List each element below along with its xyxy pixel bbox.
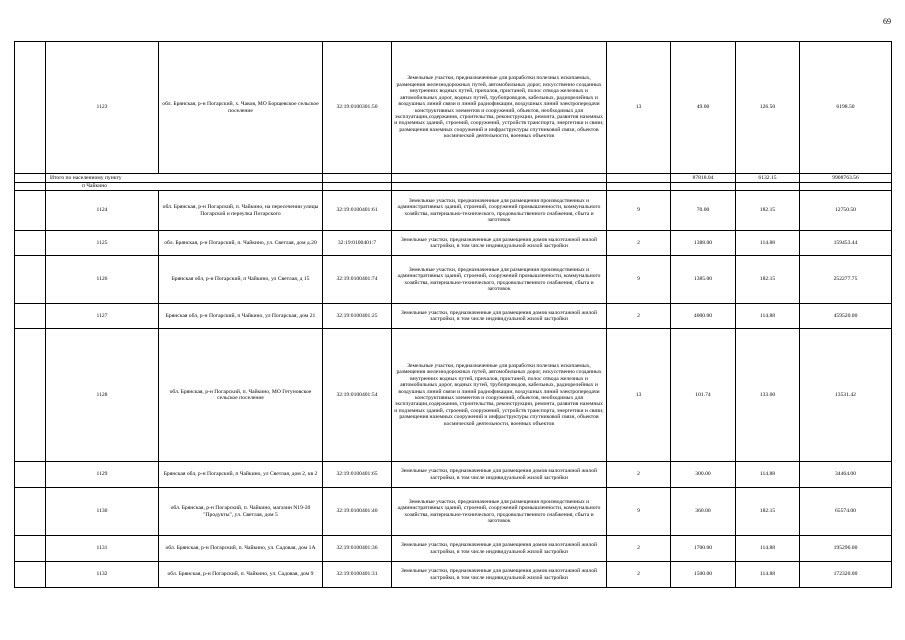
cadastral-number-cell: 32:19:0100401:65 bbox=[323, 462, 392, 488]
area-cell: 1500.00 bbox=[671, 562, 736, 588]
specific-value-cell: 114.88 bbox=[736, 562, 800, 588]
use-code-cell: 9 bbox=[607, 488, 671, 536]
cadastral-value-table bbox=[14, 41, 892, 588]
cadastral-value-cell: 252277.75 bbox=[800, 256, 892, 304]
empty-cell bbox=[323, 174, 392, 183]
area-cell: 1388.00 bbox=[671, 231, 736, 256]
address-cell: обл. Брянская, р-н Погарский, п. Чайкино, на пересечении улицы Погарской и переулка Погарского bbox=[159, 191, 323, 231]
page-number: 69 bbox=[883, 17, 891, 26]
empty-cell bbox=[15, 304, 46, 329]
empty-cell bbox=[15, 191, 46, 231]
cadastral-value-cell: 13531.42 bbox=[800, 329, 892, 462]
address-cell: Брянская обл, р-н Погарский, п Чайкино, ул Погарская, дом 21 bbox=[159, 304, 323, 329]
area-cell: 1385.00 bbox=[671, 256, 736, 304]
settlement-row bbox=[15, 183, 892, 191]
area-cell: 70.00 bbox=[671, 191, 736, 231]
specific-value-cell: 182.15 bbox=[736, 191, 800, 231]
cadastral-value-cell: 159453.44 bbox=[800, 231, 892, 256]
table-row bbox=[15, 488, 892, 536]
row-number-cell: 1123 bbox=[46, 42, 159, 174]
land-use-cell: Земельные участки, предназначенные для размещения домов малоэтажной жилой застройки, в том числе индивидуальной жилой застройки bbox=[392, 562, 607, 588]
land-use-cell: Земельные участки, предназначенные для размещения производственных и административных зданий, строений, сооружений промышленности, коммунального хозяйства, материально-технического, продовольственного снабжения, сбыта и заготовок bbox=[392, 191, 607, 231]
land-use-cell: Земельные участки, предназначенные для размещения домов малоэтажной жилой застройки, в том числе индивидуальной жилой застройки bbox=[392, 536, 607, 562]
land-use-cell: Земельные участки, предназначенные для размещения производственных и административных зданий, строений, сооружений промышленности, коммунального хозяйства, материально-технического, продовольственного снабжения, сбыта и заготовок bbox=[392, 488, 607, 536]
empty-cell bbox=[323, 183, 392, 191]
row-number-cell: 1128 bbox=[46, 329, 159, 462]
empty-cell bbox=[15, 183, 46, 191]
area-cell: 1700.00 bbox=[671, 536, 736, 562]
address-cell: обл. Брянская, р-н Погарский, х. Чаков, МО Борщевское сельское поселение bbox=[159, 42, 323, 174]
cadastral-value-cell: 34464.00 bbox=[800, 462, 892, 488]
land-use-cell: Земельные участки, предназначенные для разработки полезных ископаемых, размещения железнодорожных путей, автомобильных дорог, искусственно созданных внутренних водных путей, причалов, пристаней, полос отвода железных и автомобильных дорог, водных путей, трубопроводов, кабельных, радиорелейных и воздушных линий связи и линий радиофикации, воздушных линий электропередачи конструктивных элементов и сооружений, объектов, необходимых для эксплуатации,содержания, строительства, реконструкции, ремонта, развития наземных и подземных зданий, строений, сооружений, устройств транспорта, энергетики и связи; размещения наземных сооружений и инфраструктуры спутниковой связи, объектов космической деятельности, военных объектов bbox=[392, 42, 607, 174]
address-cell: обл. Брянская, р-н Погарский, п. Чайкино, магазин N19-20 "Продукты", ул. Светлая, дом 5 bbox=[159, 488, 323, 536]
empty-cell bbox=[15, 536, 46, 562]
empty-cell bbox=[392, 174, 607, 183]
cadastral-number-cell: 32:19:0100401:40 bbox=[323, 488, 392, 536]
table-row bbox=[15, 191, 892, 231]
row-number-cell: 1130 bbox=[46, 488, 159, 536]
table-row bbox=[15, 462, 892, 488]
table-row bbox=[15, 304, 892, 329]
use-code-cell: 9 bbox=[607, 191, 671, 231]
empty-cell bbox=[607, 183, 671, 191]
specific-value-cell: 126.50 bbox=[736, 42, 800, 174]
address-cell: обл. Брянская, р-н Погарский, п. Чайкино, ул. Светлая, дом д.20 bbox=[159, 231, 323, 256]
total-label-cell: Итого по населенному пункту bbox=[46, 174, 323, 183]
area-cell: 4000.00 bbox=[671, 304, 736, 329]
address-cell: обл. Брянская, р-н Погарский, п. Чайкино, ул. Садовая, дом 1А bbox=[159, 536, 323, 562]
address-cell: Брянская обл, р-н Погарский, п Чайкино, ул Светлая, д 15 bbox=[159, 256, 323, 304]
use-code-cell: 2 bbox=[607, 231, 671, 256]
empty-cell bbox=[15, 488, 46, 536]
total-row bbox=[15, 174, 892, 183]
empty-cell bbox=[800, 183, 892, 191]
cadastral-value-cell: 195296.00 bbox=[800, 536, 892, 562]
row-number-cell: 1124 bbox=[46, 191, 159, 231]
cadastral-value-cell: 12750.50 bbox=[800, 191, 892, 231]
empty-cell bbox=[15, 329, 46, 462]
specific-value-cell: 114.88 bbox=[736, 536, 800, 562]
specific-value-cell: 182.15 bbox=[736, 256, 800, 304]
row-number-cell: 1132 bbox=[46, 562, 159, 588]
cadastral-number-cell: 32:19:0100401:54 bbox=[323, 329, 392, 462]
use-code-cell: 13 bbox=[607, 329, 671, 462]
cadastral-value-cell: 6198.50 bbox=[800, 42, 892, 174]
specific-value-cell: 114.88 bbox=[736, 462, 800, 488]
cadastral-number-cell: 32:19:0100301:50 bbox=[323, 42, 392, 174]
table-row bbox=[15, 42, 892, 174]
empty-cell bbox=[15, 462, 46, 488]
total-value-cell: 9908763.56 bbox=[800, 174, 892, 183]
empty-cell bbox=[15, 562, 46, 588]
use-code-cell: 13 bbox=[607, 42, 671, 174]
cadastral-value-cell: 65574.00 bbox=[800, 488, 892, 536]
row-number-cell: 1127 bbox=[46, 304, 159, 329]
use-code-cell: 2 bbox=[607, 462, 671, 488]
land-use-cell: Земельные участки, предназначенные для размещения домов малоэтажной жилой застройки, в том числе индивидуальной жилой застройки bbox=[392, 304, 607, 329]
row-number-cell: 1126 bbox=[46, 256, 159, 304]
cadastral-number-cell: 32:19:0100401:74 bbox=[323, 256, 392, 304]
settlement-label-cell: п Чайкино bbox=[46, 183, 323, 191]
empty-cell bbox=[15, 256, 46, 304]
cadastral-value-cell: 172320.00 bbox=[800, 562, 892, 588]
empty-cell bbox=[15, 231, 46, 256]
address-cell: обл. Брянская, р-н Погарский, п. Чайкино, МО Гетуновское сельское поселение bbox=[159, 329, 323, 462]
row-number-cell: 1131 bbox=[46, 536, 159, 562]
table-row bbox=[15, 562, 892, 588]
row-number-cell: 1129 bbox=[46, 462, 159, 488]
land-use-cell: Земельные участки, предназначенные для размещения домов малоэтажной жилой застройки, в том числе индивидуальной жилой застройки bbox=[392, 462, 607, 488]
land-use-cell: Земельные участки, предназначенные для размещения домов малоэтажной жилой застройки, в том числе индивидуальной жилой застройки bbox=[392, 231, 607, 256]
empty-cell bbox=[15, 174, 46, 183]
empty-cell bbox=[15, 42, 46, 174]
use-code-cell: 9 bbox=[607, 256, 671, 304]
empty-cell bbox=[607, 174, 671, 183]
address-cell: Брянская обл, р-н Погарский, п Чайкино, ул Светлая, дом 2, кв 2 bbox=[159, 462, 323, 488]
cadastral-number-cell: 32:19:0100401:31 bbox=[323, 562, 392, 588]
specific-value-cell: 133.00 bbox=[736, 329, 800, 462]
empty-cell bbox=[736, 183, 800, 191]
use-code-cell: 2 bbox=[607, 536, 671, 562]
table-row bbox=[15, 329, 892, 462]
area-cell: 101.74 bbox=[671, 329, 736, 462]
land-use-cell: Земельные участки, предназначенные для размещения производственных и административных зданий, строений, сооружений промышленности, коммунального хозяйства, материально-технического, продовольственного снабжения, сбыта и заготовок bbox=[392, 256, 607, 304]
area-cell: 300.00 bbox=[671, 462, 736, 488]
total-rate-cell: 6132.15 bbox=[736, 174, 800, 183]
use-code-cell: 2 bbox=[607, 304, 671, 329]
empty-cell bbox=[392, 183, 607, 191]
specific-value-cell: 114.88 bbox=[736, 231, 800, 256]
area-cell: 360.00 bbox=[671, 488, 736, 536]
use-code-cell: 2 bbox=[607, 562, 671, 588]
row-number-cell: 1125 bbox=[46, 231, 159, 256]
table-body bbox=[15, 42, 892, 588]
specific-value-cell: 182.15 bbox=[736, 488, 800, 536]
cadastral-number-cell: 32:19:0100401:7 bbox=[323, 231, 392, 256]
cadastral-number-cell: 32:19:0100401:25 bbox=[323, 304, 392, 329]
area-cell: 49.00 bbox=[671, 42, 736, 174]
address-cell: обл. Брянская, р-н Погарский, п. Чайкино, ул. Садовая, дом 9 bbox=[159, 562, 323, 588]
empty-cell bbox=[671, 183, 736, 191]
table-row bbox=[15, 536, 892, 562]
table-row bbox=[15, 256, 892, 304]
specific-value-cell: 114.88 bbox=[736, 304, 800, 329]
cadastral-number-cell: 32:19:0100401:36 bbox=[323, 536, 392, 562]
land-use-cell: Земельные участки, предназначенные для разработки полезных ископаемых, размещения железнодорожных путей, автомобильных дорог, искусственно созданных внутренних водных путей, причалов, пристаней, полос отвода железных и автомобильных дорог, водных путей, трубопроводов, кабельных, радиорелейных и воздушных линий связи и линий радиофикации, воздушных линий электропередачи конструктивных элементов и сооружений, объектов, необходимых для эксплуатации,содержания, строительства, реконструкции, ремонта, развития наземных и подземных зданий, строений, сооружений, устройств транспорта, энергетики и связи; размещения наземных сооружений и инфраструктуры спутниковой связи, объектов космической деятельности, военных объектов bbox=[392, 329, 607, 462]
total-area-cell: 87818.04 bbox=[671, 174, 736, 183]
cadastral-value-cell: 459520.00 bbox=[800, 304, 892, 329]
table-row bbox=[15, 231, 892, 256]
cadastral-number-cell: 32:19:0100401:61 bbox=[323, 191, 392, 231]
